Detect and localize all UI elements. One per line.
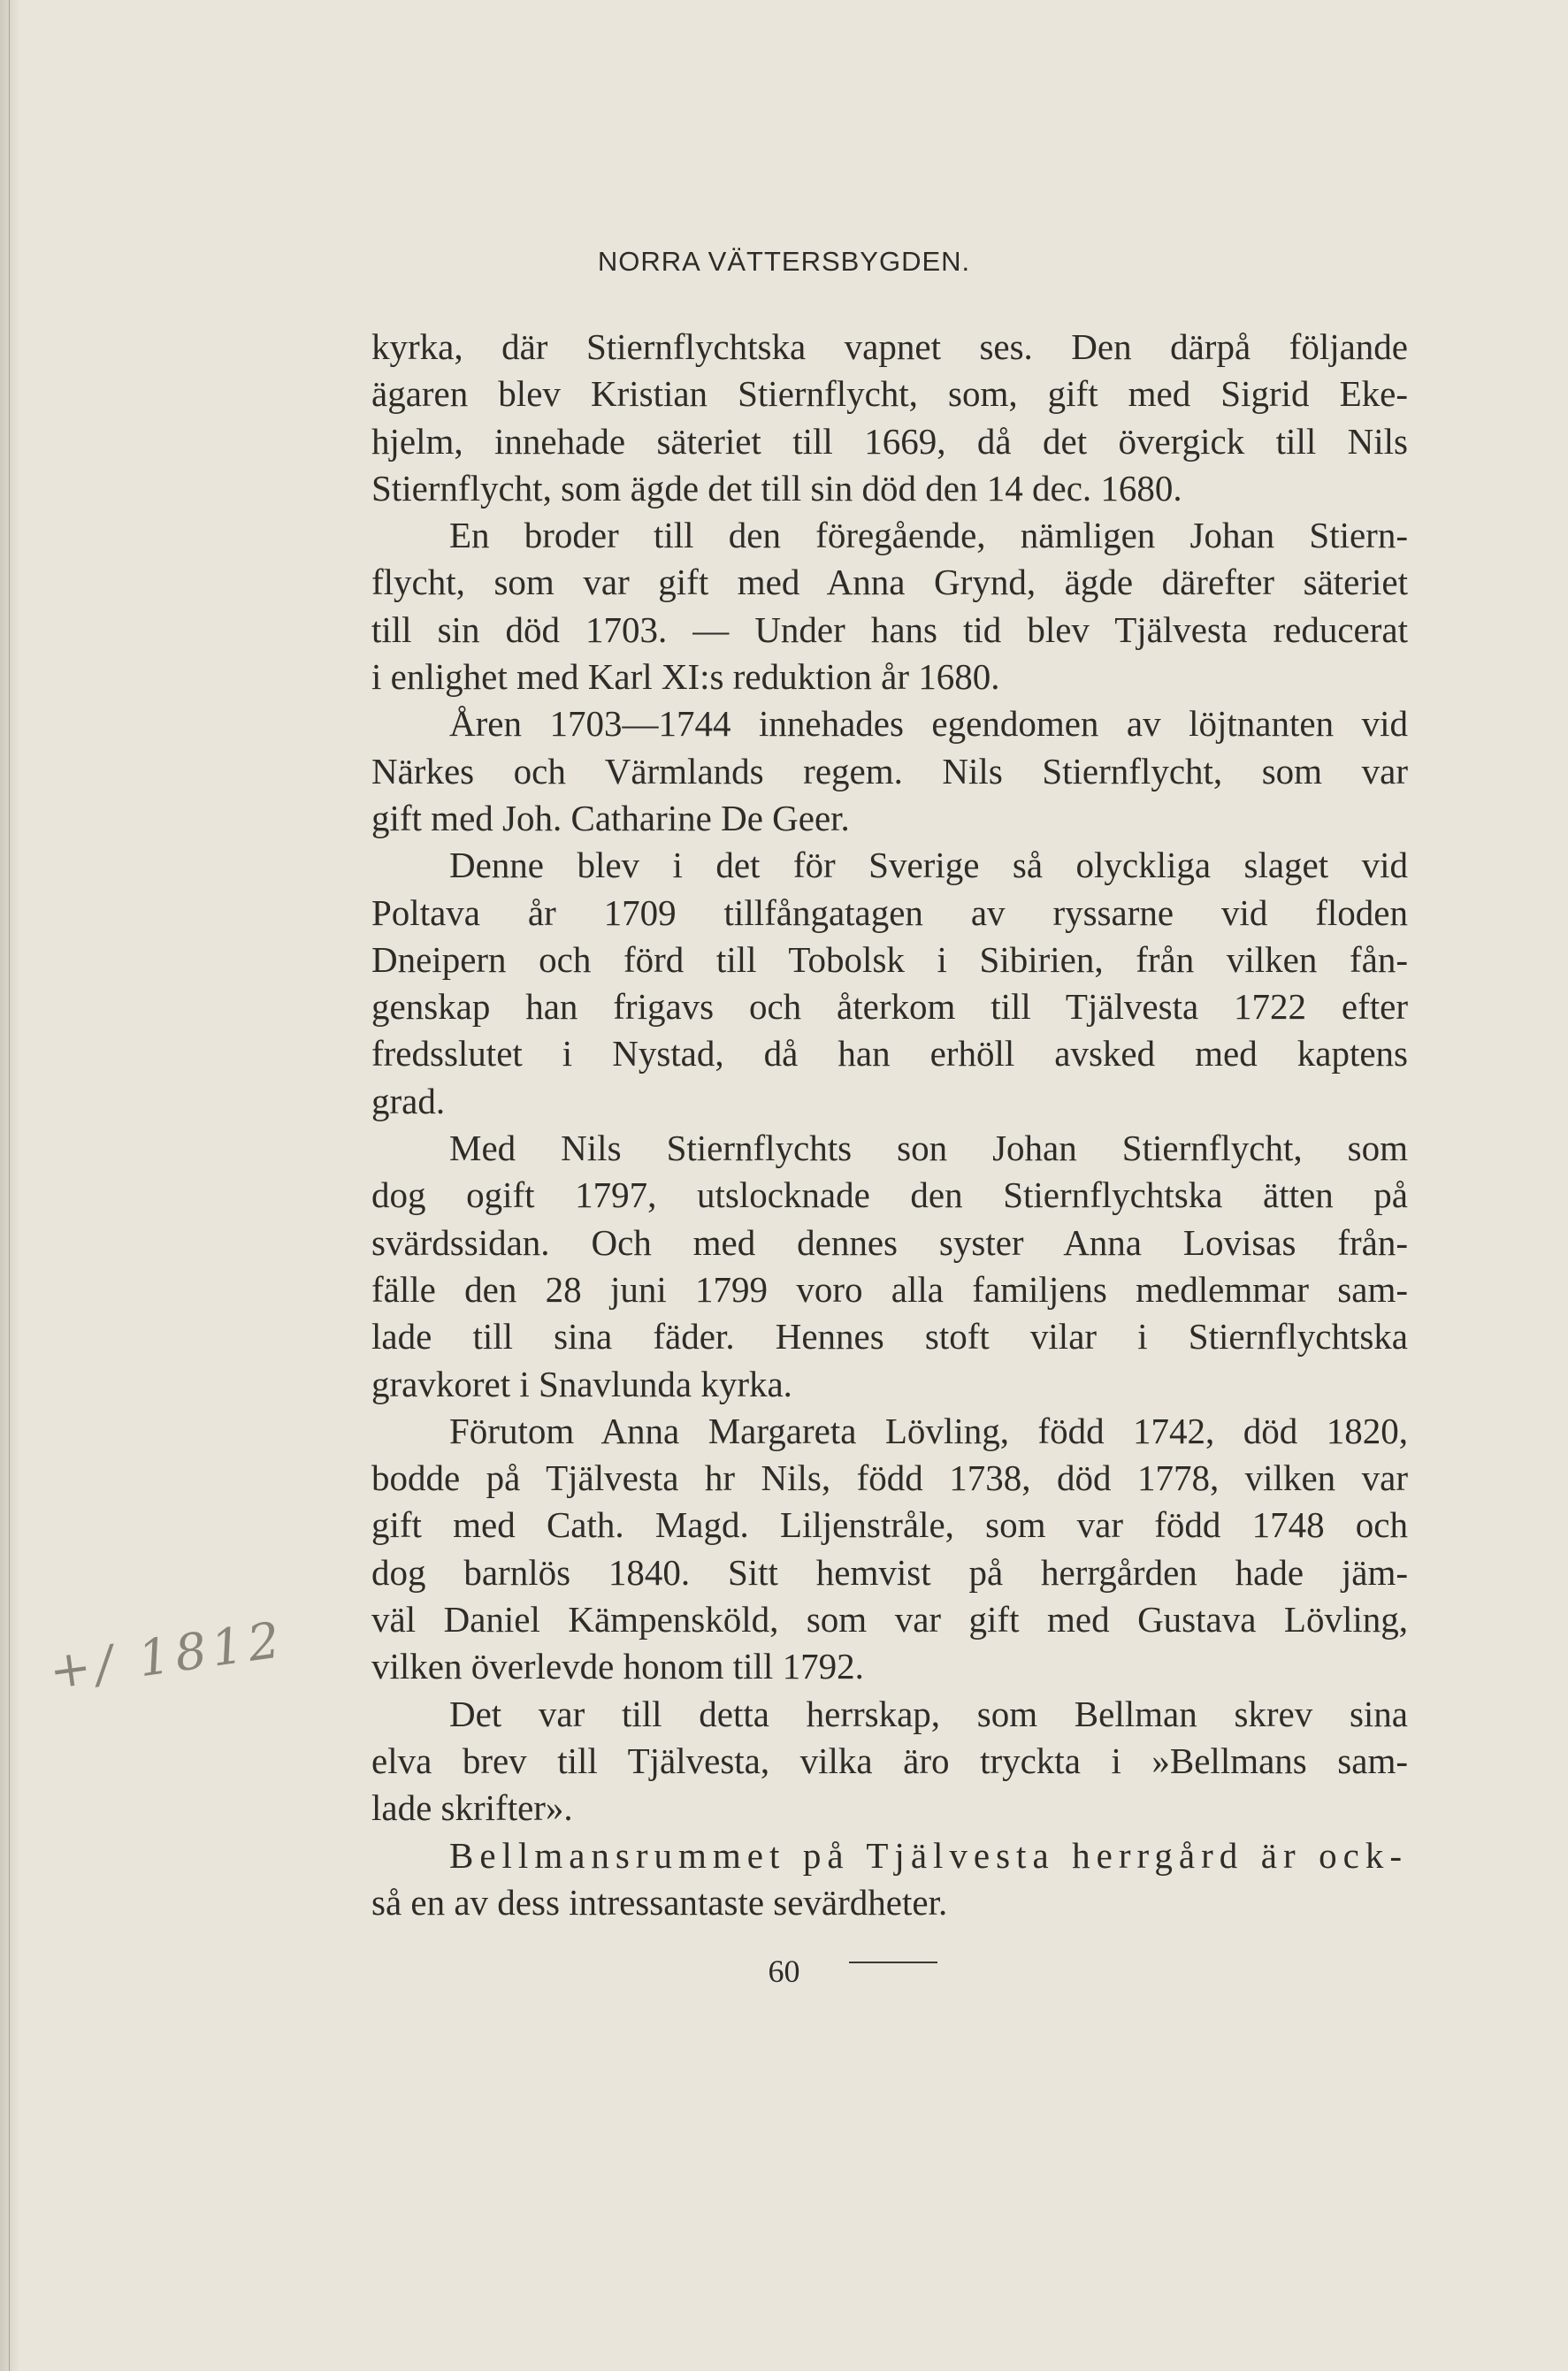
text-line: Bellmansrummet på Tjälvesta herrgård är ock-: [449, 1834, 1408, 1876]
text-line: kyrka, där Stiernflychtska vapnet ses. Den därpå följande: [371, 326, 1408, 367]
text-line: Poltava år 1709 tillfångatagen av ryssarne vid floden: [371, 891, 1408, 933]
text-line: Åren 1703—1744 innehades egendomen av löjtnanten vid: [449, 703, 1408, 745]
text-line: svärdssidan. Och med dennes syster Anna Lovisas från-: [371, 1221, 1408, 1263]
text-line: i enlighet med Karl XI:s reduktion år 1680.: [371, 656, 1000, 698]
handwritten-margin-note: +/ 1812: [45, 1610, 289, 1702]
text-line: grad.: [371, 1080, 446, 1121]
text-line: Dneipern och förd till Tobolsk i Sibirien, från vilken fån-: [371, 938, 1408, 980]
text-line: till sin död 1703. — Under hans tid blev Tjälvesta reducerat: [371, 608, 1408, 650]
paragraph: [371, 700, 1408, 842]
text-line: bodde på Tjälvesta hr Nils, född 1738, död 1778, vilken var: [371, 1457, 1408, 1499]
text-line: lade till sina fäder. Hennes stoft vilar i Stiernflychtska: [371, 1316, 1408, 1358]
text-line: Förutom Anna Margareta Lövling, född 1742, död 1820,: [449, 1410, 1408, 1451]
running-title: NORRA VÄTTERSBYGDEN.: [597, 246, 971, 277]
page-edge-shadow: [0, 0, 19, 2371]
paragraph: [371, 1691, 1408, 1832]
text-line: Stiernflycht, som ägde det till sin död den 14 dec. 1680.: [371, 467, 1182, 509]
paragraph: [371, 1125, 1408, 1408]
text-line: gift med Joh. Catharine De Geer.: [371, 797, 850, 838]
text-line: elva brev till Tjälvesta, vilka äro tryckta i »Bellmans sam-: [371, 1740, 1408, 1781]
paragraph: [371, 1832, 1408, 1927]
paragraph: [371, 1408, 1408, 1691]
text-line: fredsslutet i Nystad, då han erhöll avsked med kaptens: [371, 1033, 1408, 1075]
text-line: ägaren blev Kristian Stiernflycht, som, gift med Sigrid Eke-: [371, 373, 1408, 415]
text-line: Det var till detta herrskap, som Bellman skrev sina: [449, 1693, 1408, 1734]
text-line: genskap han frigavs och återkom till Tjälvesta 1722 efter: [371, 986, 1408, 1028]
text-line: Närkes och Värmlands regem. Nils Stiernflycht, som var: [371, 750, 1408, 792]
text-line: En broder till den föregående, nämligen Johan Stiern-: [449, 515, 1408, 556]
text-line: dog ogift 1797, utslocknade den Stiernflychtska ätten på: [371, 1174, 1408, 1216]
text-line: hjelm, innehade säteriet till 1669, då det övergick till Nils: [371, 420, 1408, 462]
paragraph: [371, 842, 1408, 1125]
text-line: flycht, som var gift med Anna Grynd, ägde därefter säteriet: [371, 562, 1408, 603]
text-line: fälle den 28 juni 1799 voro alla familjens medlemmar sam-: [371, 1268, 1408, 1310]
paragraph: [371, 512, 1408, 700]
body-text: [371, 324, 1408, 1926]
text-line: Denne blev i det för Sverige så olyckliga slaget vid: [449, 845, 1408, 886]
paragraph: [371, 324, 1408, 512]
text-line: Med Nils Stiernflychts son Johan Stiernflycht, som: [449, 1128, 1408, 1169]
text-line: lade skrifter».: [371, 1787, 573, 1829]
text-line: vilken överlevde honom till 1792.: [371, 1646, 864, 1687]
text-line: dog barnlös 1840. Sitt hemvist på herrgården hade jäm-: [371, 1551, 1408, 1593]
text-line: väl Daniel Kämpensköld, som var gift med Gustava Lövling,: [371, 1599, 1408, 1641]
text-line: gift med Cath. Magd. Liljenstråle, som var född 1748 och: [371, 1504, 1408, 1546]
page-number: 60: [768, 1954, 800, 1989]
text-line: gravkoret i Snavlunda kyrka.: [371, 1363, 792, 1404]
text-line: så en av dess intressantaste sevärdheter.: [371, 1881, 948, 1923]
page-edge-line: [9, 0, 10, 2371]
